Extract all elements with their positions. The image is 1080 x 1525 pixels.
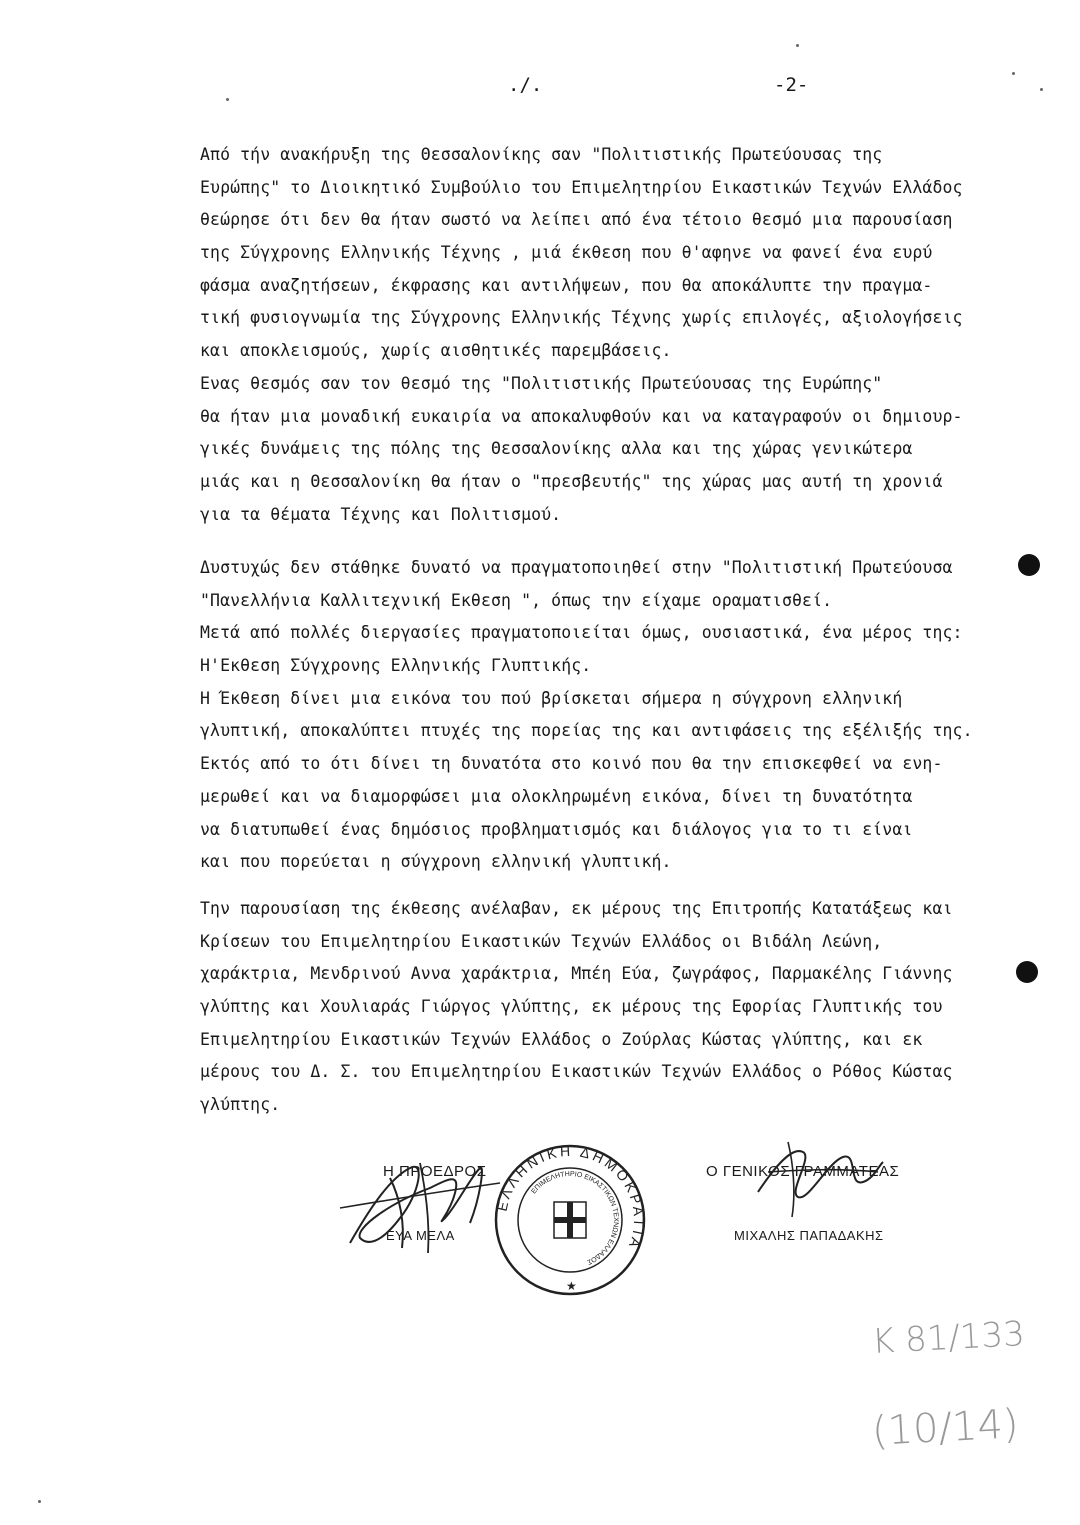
svg-text:★: ★ xyxy=(566,1279,577,1293)
text-line: και αποκλεισμούς, χωρίς αισθητικές παρεμβάσεις. xyxy=(200,341,672,361)
text-line: χαράκτρια, Μενδρινού Αννα χαράκτρια, Μπέη Εύα, ζωγράφος, Παρμακέλης Γιάννης xyxy=(200,964,953,984)
text-line: φάσμα αναζητήσεων, έκφρασης και αντιλήψεων, που θα αποκάλυπτε την πραγμα- xyxy=(200,275,933,295)
left-signatory-title: Η ΠΡΟΕΔΡΟΣ xyxy=(383,1163,487,1180)
left-handwritten-signature xyxy=(330,1148,510,1258)
scan-speck xyxy=(226,98,229,101)
continuation-mark: ./. xyxy=(508,74,543,96)
text-line: γλυπτική, αποκαλύπτει πτυχές της πορείας της και αντιφάσεις της εξέλιξής της. xyxy=(200,721,973,741)
text-line: γικές δυνάμεις της πόλης της Θεσσαλονίκης αλλα και της χώρας γενικώτερα xyxy=(200,439,913,459)
text-line: θα ήταν μια μοναδική ευκαιρία να αποκαλυφθούν και να καταγραφούν οι δημιουρ- xyxy=(200,406,963,426)
punch-hole-mark xyxy=(1016,961,1038,983)
left-signatory-name: ΕΥΑ ΜΕΛΑ xyxy=(386,1228,455,1243)
text-line: Κρίσεων του Επιμελητηρίου Εικαστικών Τεχνών Ελλάδος οι Βιδάλη Λεώνη, xyxy=(200,931,883,951)
text-line: Ευρώπης" το Διοικητικό Συμβούλιο του Επιμελητηρίου Εικαστικών Τεχνών Ελλάδος xyxy=(200,177,963,197)
right-handwritten-signature xyxy=(748,1132,888,1222)
right-signatory-title: Ο ΓΕΝΙΚΟΣ ΓΡΑΜΜΑΤΕΑΣ xyxy=(706,1163,900,1180)
text-line: να διατυπωθεί ένας δημόσιος προβληματισμός και διάλογος για το τι είναι xyxy=(200,819,913,839)
text-line: "Πανελλήνια Καλλιτεχνική Εκθεση ", όπως την είχαμε οραματισθεί. xyxy=(200,590,833,610)
text-line: και που πορεύεται η σύγχρονη ελληνική γλυπτική. xyxy=(200,852,672,872)
official-seal xyxy=(490,1140,650,1300)
text-line: γλύπτης και Χουλιαράς Γιώργος γλύπτης, εκ μέρους της Εφορίας Γλυπτικής του xyxy=(200,997,943,1017)
text-line: θεώρησε ότι δεν θα ήταν σωστό να λείπει από ένα τέτοιο θεσμό μια παρουσίαση xyxy=(200,210,953,230)
handwritten-number: (10/14) xyxy=(870,1401,1020,1455)
scan-speck xyxy=(1040,88,1043,91)
text-line: Δυστυχώς δεν στάθηκε δυνατό να πραγματοποιηθεί στην "Πολιτιστική Πρωτεύουσα xyxy=(200,558,953,577)
scan-speck xyxy=(38,1500,41,1503)
text-line: Την παρουσίαση της έκθεσης ανέλαβαν, εκ μέρους της Επιτροπής Κατατάξεως και xyxy=(200,899,953,918)
punch-hole-mark xyxy=(1018,554,1040,576)
text-line: της Σύγχρονης Ελληνικής Τέχνης , μιά έκθεση που θ'αφηνε να φανεί ένα ευρύ xyxy=(200,243,933,263)
text-line: Ενας θεσμός σαν τον θεσμό της "Πολιτιστικής Πρωτεύουσας της Ευρώπης" xyxy=(200,373,883,393)
text-line: μερωθεί και να διαμορφώσει μια ολοκληρωμένη εικόνα, δίνει τη δυνατότητα xyxy=(200,786,913,806)
text-line: Η'Εκθεση Σύγχρονης Ελληνικής Γλυπτικής. xyxy=(200,656,592,676)
text-line: Εκτός από το ότι δίνει τη δυνατότα στο κοινό που θα την επισκεφθεί να ενη- xyxy=(200,754,943,774)
text-line: γλύπτης. xyxy=(200,1095,281,1115)
text-line: Από τήν ανακήρυξη της Θεσσαλονίκης σαν "Πολιτιστικής Πρωτεύουσας της xyxy=(200,145,883,164)
page-number: -2- xyxy=(774,74,809,96)
seal-inner-text: ΕΠΙΜΕΛΗΤΗΡΙΟ ΕΙΚΑΣΤΙΚΩΝ ΤΕΧΝΩΝ ΕΛΛΑΔΟΣ xyxy=(530,1170,620,1266)
right-signatory-name: ΜΙΧΑΛΗΣ ΠΑΠΑΔΑΚΗΣ xyxy=(734,1228,884,1243)
text-line: Μετά από πολλές διεργασίες πραγματοποιείται όμως, ουσιαστικά, ένα μέρος της: xyxy=(200,623,963,643)
text-line: τική φυσιογνωμία της Σύγχρονης Ελληνικής Τέχνης χωρίς επιλογές, αξιολογήσεις xyxy=(200,308,963,328)
paragraph-2 xyxy=(200,552,1060,879)
text-line: για τα θέματα Τέχνης και Πολιτισμού. xyxy=(200,504,562,524)
scan-speck xyxy=(796,44,799,47)
text-line: μέρους του Δ. Σ. του Επιμελητηρίου Εικαστικών Τεχνών Ελλάδος ο Ρόθος Κώστας xyxy=(200,1062,953,1082)
paragraph-3 xyxy=(200,893,1060,1122)
text-line: μιάς και η Θεσσαλονίκη θα ήταν ο "πρεσβευτής" της χώρας μας αυτή τη χρονιά xyxy=(200,471,943,491)
seal-outer-text: ΕΛΛΗΝΙΚΗ ΔΗΜΟΚΡΑΤΙΑ xyxy=(493,1142,648,1253)
handwritten-reference: Κ 81/133 xyxy=(871,1314,1026,1362)
paragraph-1 xyxy=(200,139,1060,531)
text-line: Η Έκθεση δίνει μια εικόνα του πού βρίσκεται σήμερα η σύγχρονη ελληνική xyxy=(200,688,903,708)
text-line: Επιμελητηρίου Εικαστικών Τεχνών Ελλάδος ο Ζούρλας Κώστας γλύπτης, και εκ xyxy=(200,1029,923,1049)
scan-speck xyxy=(1012,72,1015,75)
